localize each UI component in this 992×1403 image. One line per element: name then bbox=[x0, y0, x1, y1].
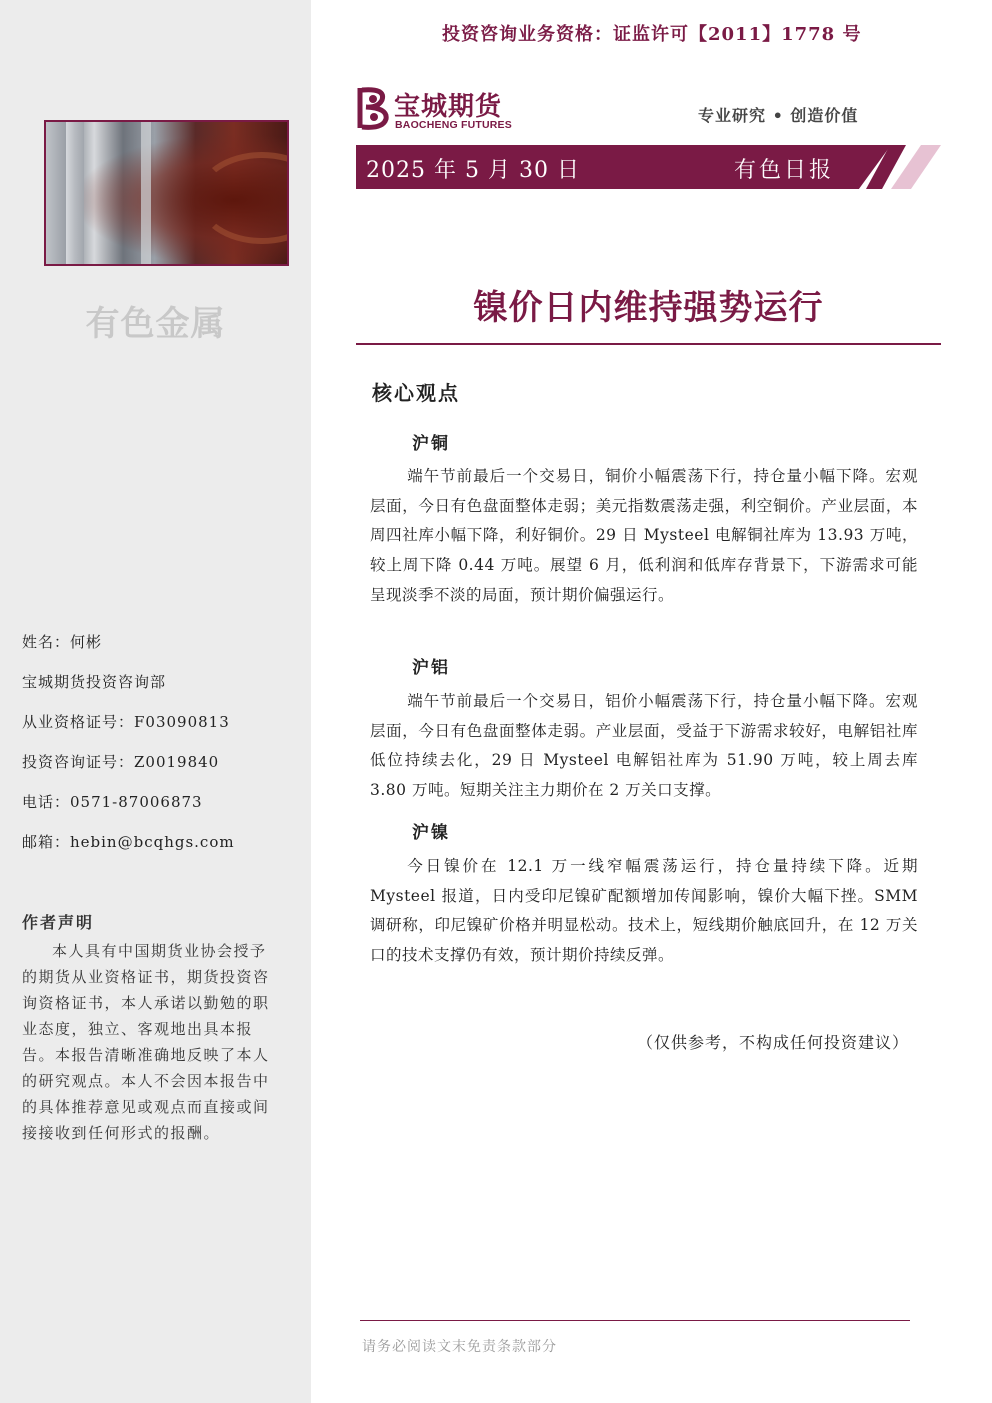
item-title-aluminum: 沪铝 bbox=[412, 658, 450, 678]
footer-note: 请务必阅读文末免责条款部分 bbox=[362, 1339, 557, 1355]
logo-text-en: BAOCHENG FUTURES bbox=[395, 119, 512, 131]
declaration-title: 作者声明 bbox=[22, 913, 95, 932]
page-title: 镍价日内维持强势运行 bbox=[473, 288, 824, 328]
sector-title: 有色金属 bbox=[85, 304, 226, 344]
author-phone: 电话：0571-87006873 bbox=[22, 793, 203, 811]
report-date: 2025 年 5 月 30 日 bbox=[366, 158, 580, 183]
qualification-line: 投资咨询业务资格：证监许可【2011】1778 号 bbox=[442, 24, 862, 45]
author-name: 姓名：何彬 bbox=[22, 633, 103, 651]
item-text-aluminum: 端午节前最后一个交易日，铝价小幅震荡下行，持仓量小幅下降。宏观层面，今日有色盘面整体走弱。产业层面，受益于下游需求较好，电解铝社库低位持续去化，29 日 Mysteel 电解铝社库为 51.90 万吨，较上周去库 3.80 万吨。短期关注主力期价在 2 万关口支撑。 bbox=[370, 692, 918, 800]
footer-divider bbox=[360, 1320, 910, 1321]
item-text-copper: 端午节前最后一个交易日，铜价小幅震荡下行，持仓量小幅下降。宏观层面，今日有色盘面整体走弱；美元指数震荡走强，利空铜价。产业层面，本周四社库小幅下降，利好铜价。29 日 Mysteel 电解铜社库为 13.93 万吨，较上周下降 0.44 万吨。展望 6 月，低利润和低库存背景下，下游需求可能呈现淡季不淡的局面，预计期价偏强运行。 bbox=[370, 467, 918, 604]
date-banner bbox=[356, 145, 941, 189]
author-department: 宝城期货投资咨询部 bbox=[22, 673, 167, 691]
title-divider bbox=[356, 343, 941, 345]
cover-image bbox=[44, 120, 289, 266]
section-title: 核心观点 bbox=[372, 381, 460, 405]
author-license: 从业资格证号：F03090813 bbox=[22, 713, 230, 731]
left-sidebar bbox=[0, 0, 311, 1403]
logo-text-cn: 宝城期货 bbox=[394, 92, 503, 122]
company-logo bbox=[356, 86, 536, 134]
declaration-text: 本人具有中国期货业协会授予的期货从业资格证书，期货投资咨询资格证书，本人承诺以勤勉的职业态度，独立、客观地出具本报告。本报告清晰准确地反映了本人的研究观点。本人不会因本报告中的具体推荐意见或观点而直接或间接接收到任何形式的报酬。 bbox=[22, 942, 270, 1142]
author-info bbox=[22, 632, 235, 872]
logo-mark-icon bbox=[356, 86, 392, 130]
item-text-nickel: 今日镍价在 12.1 万一线窄幅震荡运行，持仓量持续下降。近期 Mysteel 报道，日内受印尼镍矿配额增加传闻影响，镍价大幅下挫。SMM 调研称，印尼镍矿价格并明显松动。技术上，短线期价触底回升，在 12 万关口的技术支撑仍有效，预计期价持续反弹。 bbox=[370, 857, 918, 965]
slogan: 专业研究 • 创造价值 bbox=[698, 106, 859, 125]
disclaimer: （仅供参考，不构成任何投资建议） bbox=[637, 1033, 910, 1052]
author-consult-license: 投资咨询证号：Z0019840 bbox=[22, 753, 220, 771]
item-title-nickel: 沪镍 bbox=[412, 823, 450, 843]
author-email: 邮箱：hebin@bcqhgs.com bbox=[22, 833, 235, 851]
item-title-copper: 沪铜 bbox=[412, 434, 450, 454]
report-type: 有色日报 bbox=[734, 158, 835, 183]
